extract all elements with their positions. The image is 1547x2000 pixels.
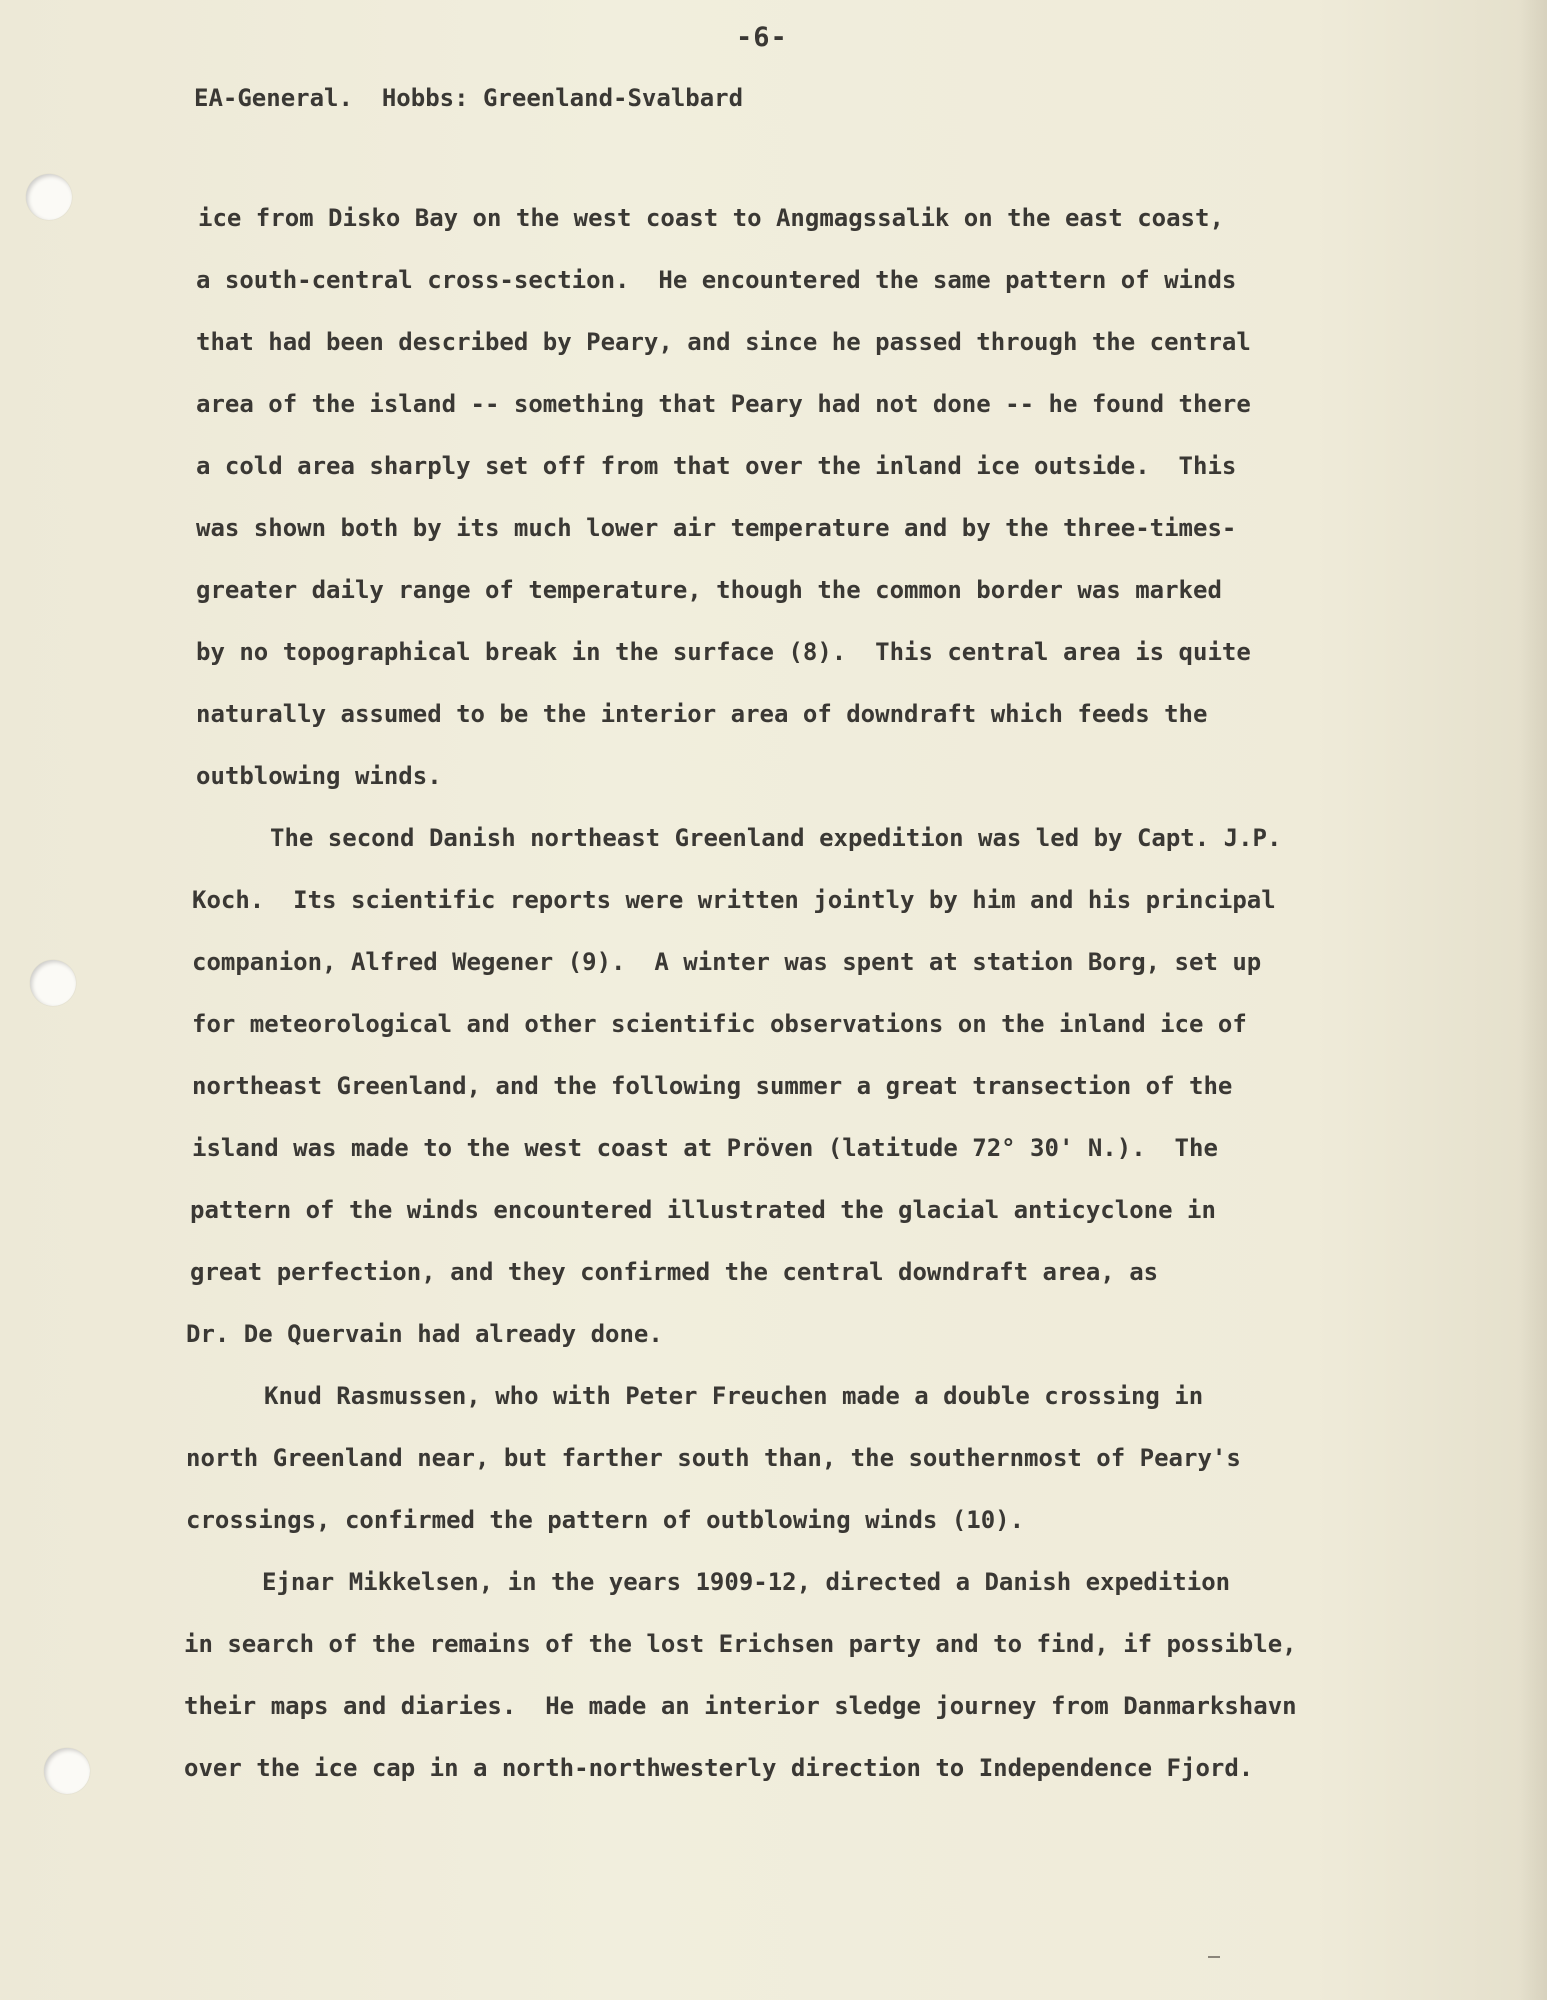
running-header: EA-General. Hobbs: Greenland-Svalbard	[194, 84, 744, 112]
text-line: north Greenland near, but farther south than, the southernmost of Peary's	[186, 1444, 1241, 1472]
text-line: that had been described by Peary, and since he passed through the central	[196, 328, 1251, 356]
page-edge-shadow	[1519, 0, 1547, 2000]
text-line: a cold area sharply set off from that over the inland ice outside. This	[196, 452, 1237, 480]
text-line: by no topographical break in the surface (8). This central area is quite	[196, 638, 1251, 666]
text-line: area of the island -- something that Peary had not done -- he found there	[196, 390, 1251, 418]
text-line: was shown both by its much lower air temperature and by the three-times-	[196, 514, 1237, 542]
text-line: Dr. De Quervain had already done.	[186, 1320, 663, 1348]
page-number: -6-	[736, 22, 788, 53]
text-line: a south-central cross-section. He encountered the same pattern of winds	[196, 266, 1237, 294]
text-line: their maps and diaries. He made an interior sledge journey from Danmarkshavn	[184, 1692, 1297, 1720]
text-line: over the ice cap in a north-northwesterly direction to Independence Fjord.	[184, 1754, 1254, 1782]
text-line: in search of the remains of the lost Erichsen party and to find, if possible,	[184, 1630, 1297, 1658]
text-line: greater daily range of temperature, though the common border was marked	[196, 576, 1222, 604]
text-line: pattern of the winds encountered illustrated the glacial anticyclone in	[190, 1196, 1216, 1224]
punch-hole-bottom	[44, 1748, 90, 1794]
text-line: naturally assumed to be the interior area of downdraft which feeds the	[196, 700, 1208, 728]
text-line: outblowing winds.	[196, 762, 442, 790]
punch-hole-top	[26, 174, 72, 220]
text-line: Knud Rasmussen, who with Peter Freuchen made a double crossing in	[264, 1382, 1204, 1410]
text-line: for meteorological and other scientific observations on the inland ice of	[192, 1010, 1247, 1038]
text-line: companion, Alfred Wegener (9). A winter was spent at station Borg, set up	[192, 948, 1262, 976]
text-line: Ejnar Mikkelsen, in the years 1909-12, directed a Danish expedition	[262, 1568, 1231, 1596]
text-line: northeast Greenland, and the following summer a great transection of the	[192, 1072, 1233, 1100]
punch-hole-middle	[30, 960, 76, 1006]
text-line: great perfection, and they confirmed the central downdraft area, as	[190, 1258, 1159, 1286]
text-line: The second Danish northeast Greenland expedition was led by Capt. J.P.	[270, 824, 1282, 852]
text-line: ice from Disko Bay on the west coast to Angmagssalik on the east coast,	[198, 204, 1224, 232]
text-line: island was made to the west coast at Pröven (latitude 72° 30' N.). The	[192, 1134, 1218, 1162]
text-line: Koch. Its scientific reports were written jointly by him and his principal	[192, 886, 1276, 914]
text-line: crossings, confirmed the pattern of outblowing winds (10).	[186, 1506, 1025, 1534]
stray-mark	[1208, 1956, 1220, 1958]
